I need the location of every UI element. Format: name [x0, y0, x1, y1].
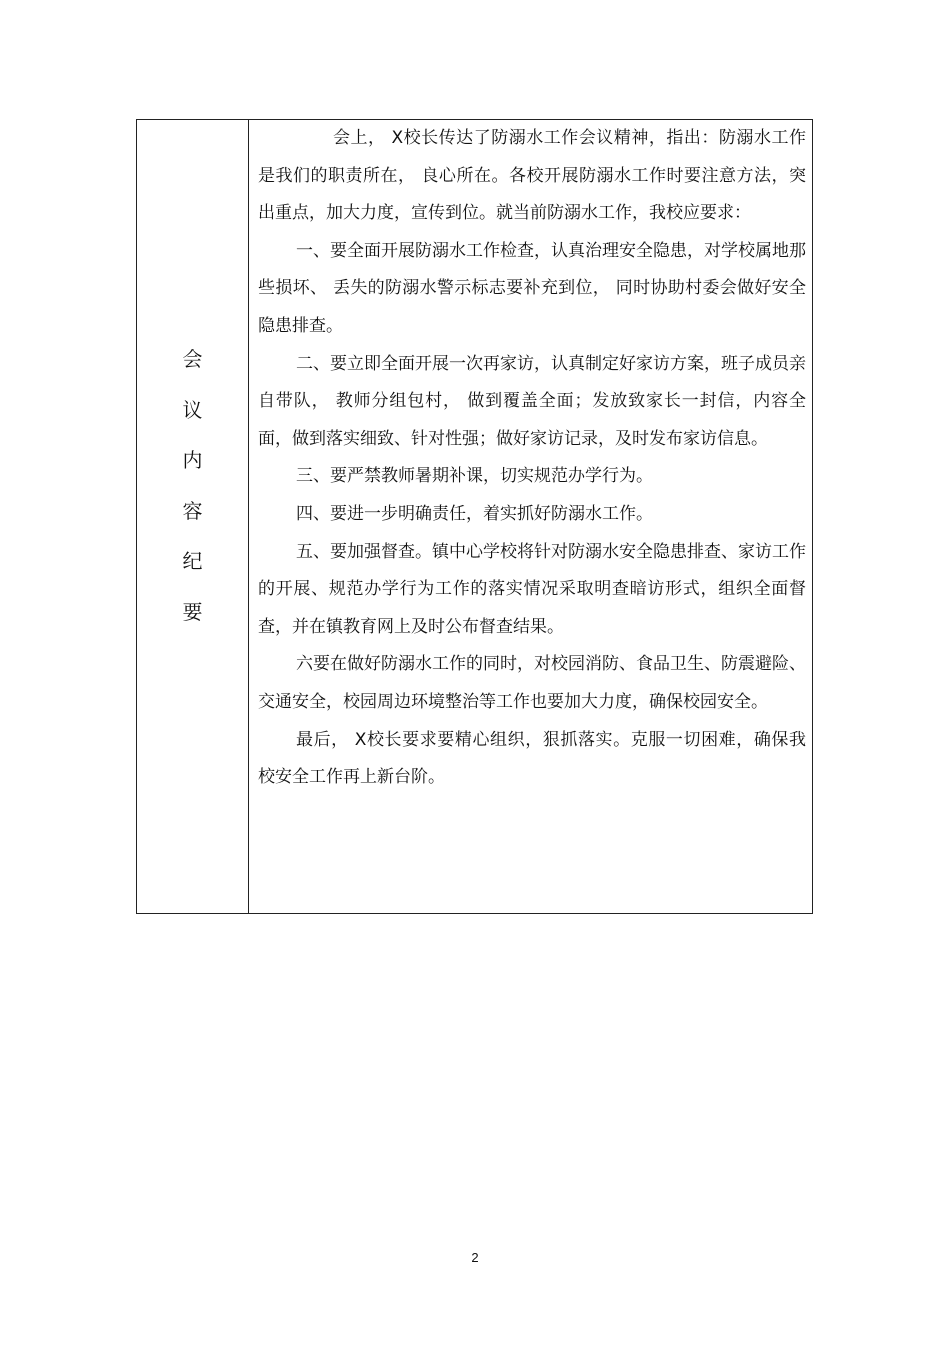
minutes-paragraph-6: 六要在做好防溺水工作的同时，对校园消防、食品卫生、防震避险、交通安全，校园周边环境整治等工作也要加大力度，确保校园安全。 [258, 654, 806, 712]
minutes-content-cell [249, 120, 812, 913]
row-label-char: 议 [182, 397, 203, 422]
minutes-paragraph-2: 二、要立即全面开展一次再家访，认真制定好家访方案，班子成员亲自带队， 教师分组包村， 做到覆盖全面；发放致家长一封信，内容全面，做到落实细致、针对性强；做好家访记录，及时发布家访信息。 [258, 353, 806, 449]
row-label-cell [137, 120, 249, 913]
row-label [137, 334, 248, 637]
minutes-paragraph-5: 五、要加强督查。镇中心学校将针对防溺水安全隐患排查、家访工作的开展、规范办学行为工作的落实情况采取明查暗访形式，组织全面督查，并在镇教育网上及时公布督查结果。 [258, 541, 806, 637]
row-label-char: 会 [182, 347, 203, 371]
row-label-char: 内 [182, 448, 203, 472]
meeting-minutes-table [136, 119, 813, 914]
minutes-paragraph-1: 一、要全面开展防溺水工作检查，认真治理安全隐患，对学校属地那些损坏、 丢失的防溺水警示标志要补充到位， 同时协助村委会做好安全隐患排查。 [258, 240, 806, 336]
row-label-char: 纪 [182, 549, 203, 573]
minutes-paragraph-4: 四、要进一步明确责任，着实抓好防溺水工作。 [296, 503, 653, 524]
page-number: 2 [471, 1250, 479, 1265]
minutes-paragraph-closing: 最后， X校长要求要精心组织，狠抓落实。克服一切困难，确保我校安全工作再上新台阶。 [258, 729, 806, 788]
row-label-char: 要 [182, 599, 203, 624]
minutes-body [258, 120, 806, 797]
minutes-paragraph-intro: 会上， X校长传达了防溺水工作会议精神，指出：防溺水工作是我们的职责所在， 良心所在。各校开展防溺水工作时要注意方法，突出重点，加大力度，宣传到位。就当前防溺水工作，我校应要求： [258, 128, 806, 224]
minutes-paragraph-3: 三、要严禁教师暑期补课，切实规范办学行为。 [296, 466, 653, 487]
row-label-char: 容 [182, 498, 203, 523]
